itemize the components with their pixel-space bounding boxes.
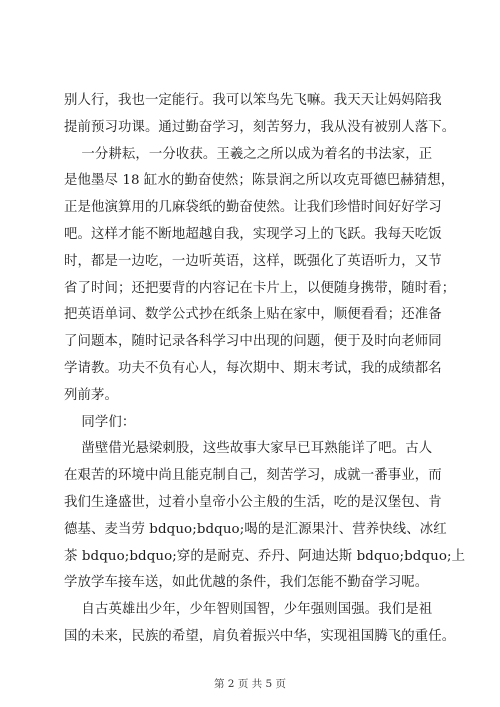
text-line: 吧。这样才能不断地超越自我，实现学习上的飞跃。我每天吃饭: [64, 226, 442, 242]
text-line: 在艰苦的环境中尚且能克制自己，刻苦学习，成就一番事业，而: [64, 468, 442, 484]
text-line: 国的未来，民族的希望，肩负着振兴中华，实现祖国腾飞的重任。: [64, 628, 456, 644]
text-line: 别人行，我也一定能行。我可以笨鸟先飞嘛。我天天让妈妈陪我: [64, 93, 442, 108]
text-line: 正是他演算用的几麻袋纸的勤奋使然。让我们珍惜时间好好学习: [64, 200, 442, 216]
page-number-footer: 第 2 页 共 5 页: [213, 678, 287, 690]
text-line: 时，都是一边吃，一边听英语，这样，既强化了英语听力，又节: [64, 253, 442, 269]
text-line: 凿壁借光悬梁刺股，这些故事大家早已耳熟能详了吧。古人: [64, 441, 433, 457]
text-line: 学放学车接车送，如此优越的条件，我们怎能不勤奋学习呢。: [64, 575, 429, 591]
text-line: 一分耕耘，一分收获。王羲之之所以成为着名的书法家，正: [64, 146, 433, 162]
text-line: 提前预习功课。通过勤奋学习，刻苦努力，我从没有被别人落下。: [64, 119, 456, 135]
text-line: 德基、麦当劳 bdquo;bdquo;喝的是汇源果汁、营养快线、冰红: [64, 521, 447, 537]
text-line: 自古英雄出少年，少年智则国智，少年强则国强。我们是祖: [64, 602, 433, 618]
text-line: 是他墨尽 18 缸水的勤奋使然；陈景润之所以攻克哥德巴赫猜想，: [64, 173, 455, 189]
text-line: 学请教。功夫不负有心人，每次期中、期末考试，我的成绩都名: [64, 360, 442, 376]
text-line: 我们生逢盛世，过着小皇帝小公主般的生活，吃的是汉堡包、肯: [64, 494, 442, 510]
text-line: 省了时间；还把要背的内容记在卡片上，以便随身携带，随时看；: [64, 280, 456, 296]
text-line: 茶 bdquo;bdquo;穿的是耐克、乔丹、阿迪达斯 bdquo;bdquo;上: [64, 548, 466, 564]
text-line: 列前茅。: [64, 387, 118, 403]
document-body: [64, 88, 466, 651]
text-line: 把英语单词、数学公式抄在纸条上贴在家中，顺便看看；还准备: [64, 307, 442, 323]
salutation-line: 同学们：: [64, 414, 136, 430]
text-line: 了问题本，随时记录各科学习中出现的问题，便于及时向老师同: [64, 334, 442, 350]
